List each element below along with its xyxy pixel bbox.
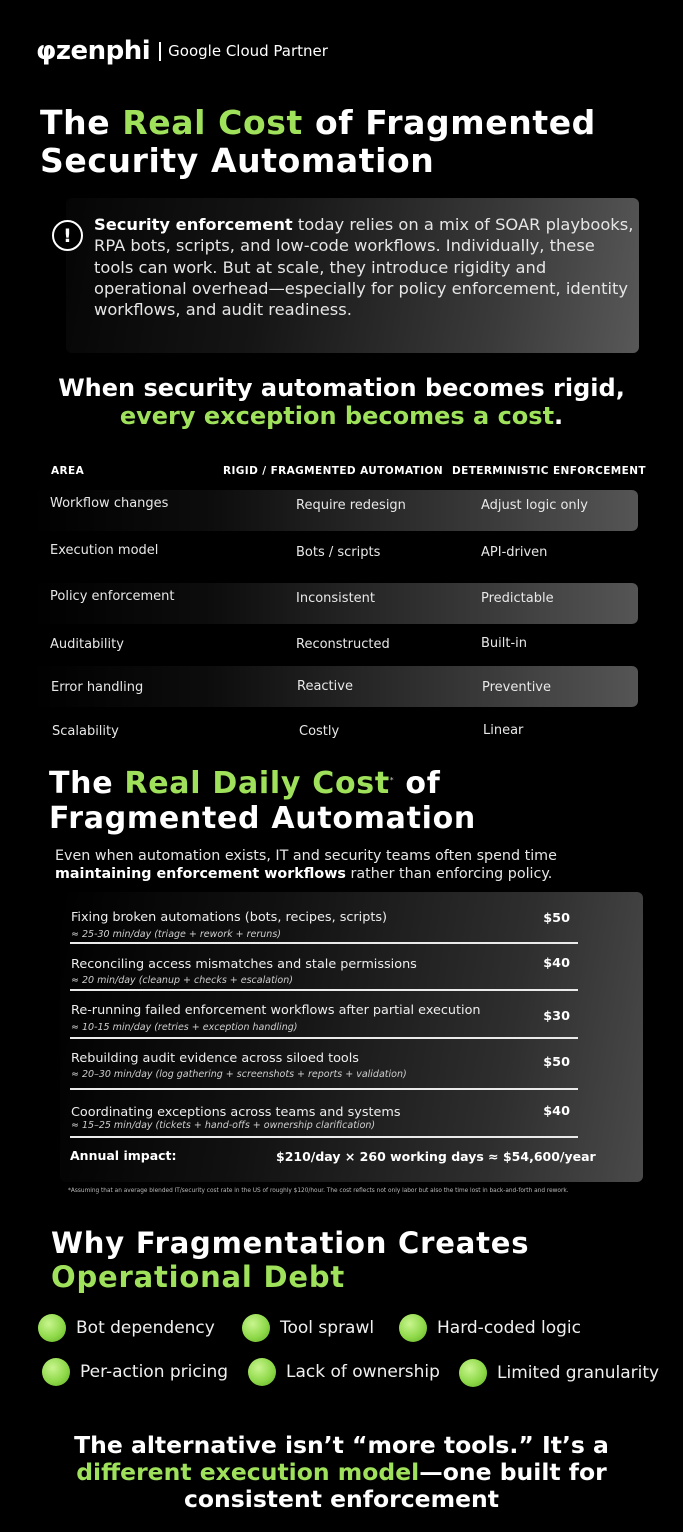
table-cell-deterministic: Preventive — [482, 680, 551, 695]
cost-divider — [70, 942, 578, 944]
cost-footnote: *Assuming that an average blended IT/security cost rate in the US of roughly $120/hour. The cost reflects not only labor but also the time lost in back-and-forth and rework. — [68, 1188, 569, 1194]
title-highlight: Real Cost — [122, 103, 303, 142]
zenphi-logo: φzenphi — [36, 36, 151, 66]
table-cell-area: Auditability — [50, 637, 124, 652]
cost-divider — [70, 1037, 578, 1039]
green-dot-icon — [399, 1314, 427, 1342]
table-cell-rigid: Require redesign — [296, 498, 406, 513]
green-dot-icon — [248, 1358, 276, 1386]
annual-impact-label: Annual impact: — [70, 1148, 177, 1163]
cost-item-detail: ≈ 20 min/day (cleanup + checks + escalation) — [71, 975, 293, 986]
column-header-rigid: RIGID / FRAGMENTED AUTOMATION — [223, 465, 444, 477]
cost-item-value: $50 — [543, 911, 570, 926]
table-cell-deterministic: Linear — [483, 723, 524, 738]
partner-label: Google Cloud Partner — [168, 42, 328, 60]
green-dot-icon — [459, 1359, 487, 1387]
exclamation-icon: ! — [52, 220, 83, 251]
table-cell-deterministic: Predictable — [481, 591, 554, 606]
cost-item-label: Re-running failed enforcement workflows after partial execution — [71, 1003, 481, 1018]
debt-item: Per-action pricing — [42, 1357, 228, 1387]
table-cell-rigid: Costly — [299, 724, 340, 739]
logo-divider — [159, 42, 161, 61]
cost-divider — [70, 1136, 578, 1138]
cost-item-detail: ≈ 15–25 min/day (tickets + hand-offs + ownership clarification) — [71, 1120, 376, 1131]
table-cell-rigid: Reactive — [297, 679, 353, 694]
table-cell-rigid: Bots / scripts — [296, 545, 381, 560]
cost-item-value: $40 — [543, 956, 570, 971]
closing-statement: The alternative isn’t “more tools.” It’s a different execution model—one built for consistent enforcement — [74, 1431, 609, 1513]
intro-text: Security enforcement today relies on a mix of SOAR playbooks, RPA bots, scripts, and low-code workflows. Individually, these tools can work. But at scale, they introduce rigidity and operational overhead—especially for policy enforcement, identity workflows, and audit readiness. — [94, 215, 634, 320]
table-cell-area: Policy enforcement — [50, 589, 175, 604]
debt-title: Why Fragmentation Creates Operational Debt — [51, 1226, 530, 1294]
debt-item: Lack of ownership — [248, 1357, 440, 1387]
daily-cost-title: The Real Daily Cost* of Fragmented Automation — [49, 766, 476, 836]
cost-item-label: Fixing broken automations (bots, recipes, scripts) — [71, 910, 388, 925]
daily-cost-intro: Even when automation exists, IT and security teams often spend time maintaining enforcement workflows rather than enforcing policy. — [55, 848, 557, 882]
page-title: The Real Cost of Fragmented Security Automation — [40, 103, 596, 180]
cost-item-detail: ≈ 10-15 min/day (retries + exception handling) — [71, 1022, 298, 1033]
table-cell-deterministic: Built-in — [481, 636, 528, 651]
column-header-deterministic: DETERMINISTIC ENFORCEMENT — [452, 465, 646, 477]
cost-item-label: Coordinating exceptions across teams and systems — [71, 1105, 401, 1120]
cost-item-detail: ≈ 25-30 min/day (triage + rework + reruns) — [71, 929, 281, 940]
cost-item-label: Reconciling access mismatches and stale permissions — [71, 957, 417, 972]
cost-item-value: $40 — [543, 1104, 570, 1119]
cost-item-value: $50 — [543, 1055, 570, 1070]
debt-item: Bot dependency — [38, 1313, 215, 1343]
cost-item-value: $30 — [543, 1009, 570, 1024]
cost-item-label: Rebuilding audit evidence across siloed tools — [71, 1051, 359, 1066]
brand-logo — [36, 36, 328, 66]
cost-item-detail: ≈ 20–30 min/day (log gathering + screenshots + reports + validation) — [71, 1069, 407, 1080]
table-cell-rigid: Inconsistent — [296, 591, 376, 606]
table-cell-deterministic: API-driven — [481, 545, 548, 560]
green-dot-icon — [42, 1358, 70, 1386]
annual-impact-value: $210/day × 260 working days ≈ $54,600/year — [276, 1149, 596, 1164]
table-cell-area: Execution model — [50, 543, 159, 558]
debt-item: Tool sprawl — [242, 1313, 374, 1343]
green-dot-icon — [242, 1314, 270, 1342]
cost-divider — [70, 989, 578, 991]
debt-item: Hard-coded logic — [399, 1313, 581, 1343]
section-subtitle: When security automation becomes rigid, every exception becomes a cost. — [58, 374, 625, 430]
table-cell-area: Workflow changes — [50, 496, 169, 511]
table-cell-rigid: Reconstructed — [296, 637, 390, 652]
table-cell-area: Error handling — [51, 680, 144, 695]
debt-item: Limited granularity — [459, 1358, 659, 1388]
green-dot-icon — [38, 1314, 66, 1342]
column-header-area: AREA — [51, 465, 85, 477]
table-cell-area: Scalability — [52, 724, 119, 739]
cost-divider — [70, 1088, 578, 1090]
table-cell-deterministic: Adjust logic only — [481, 498, 588, 513]
